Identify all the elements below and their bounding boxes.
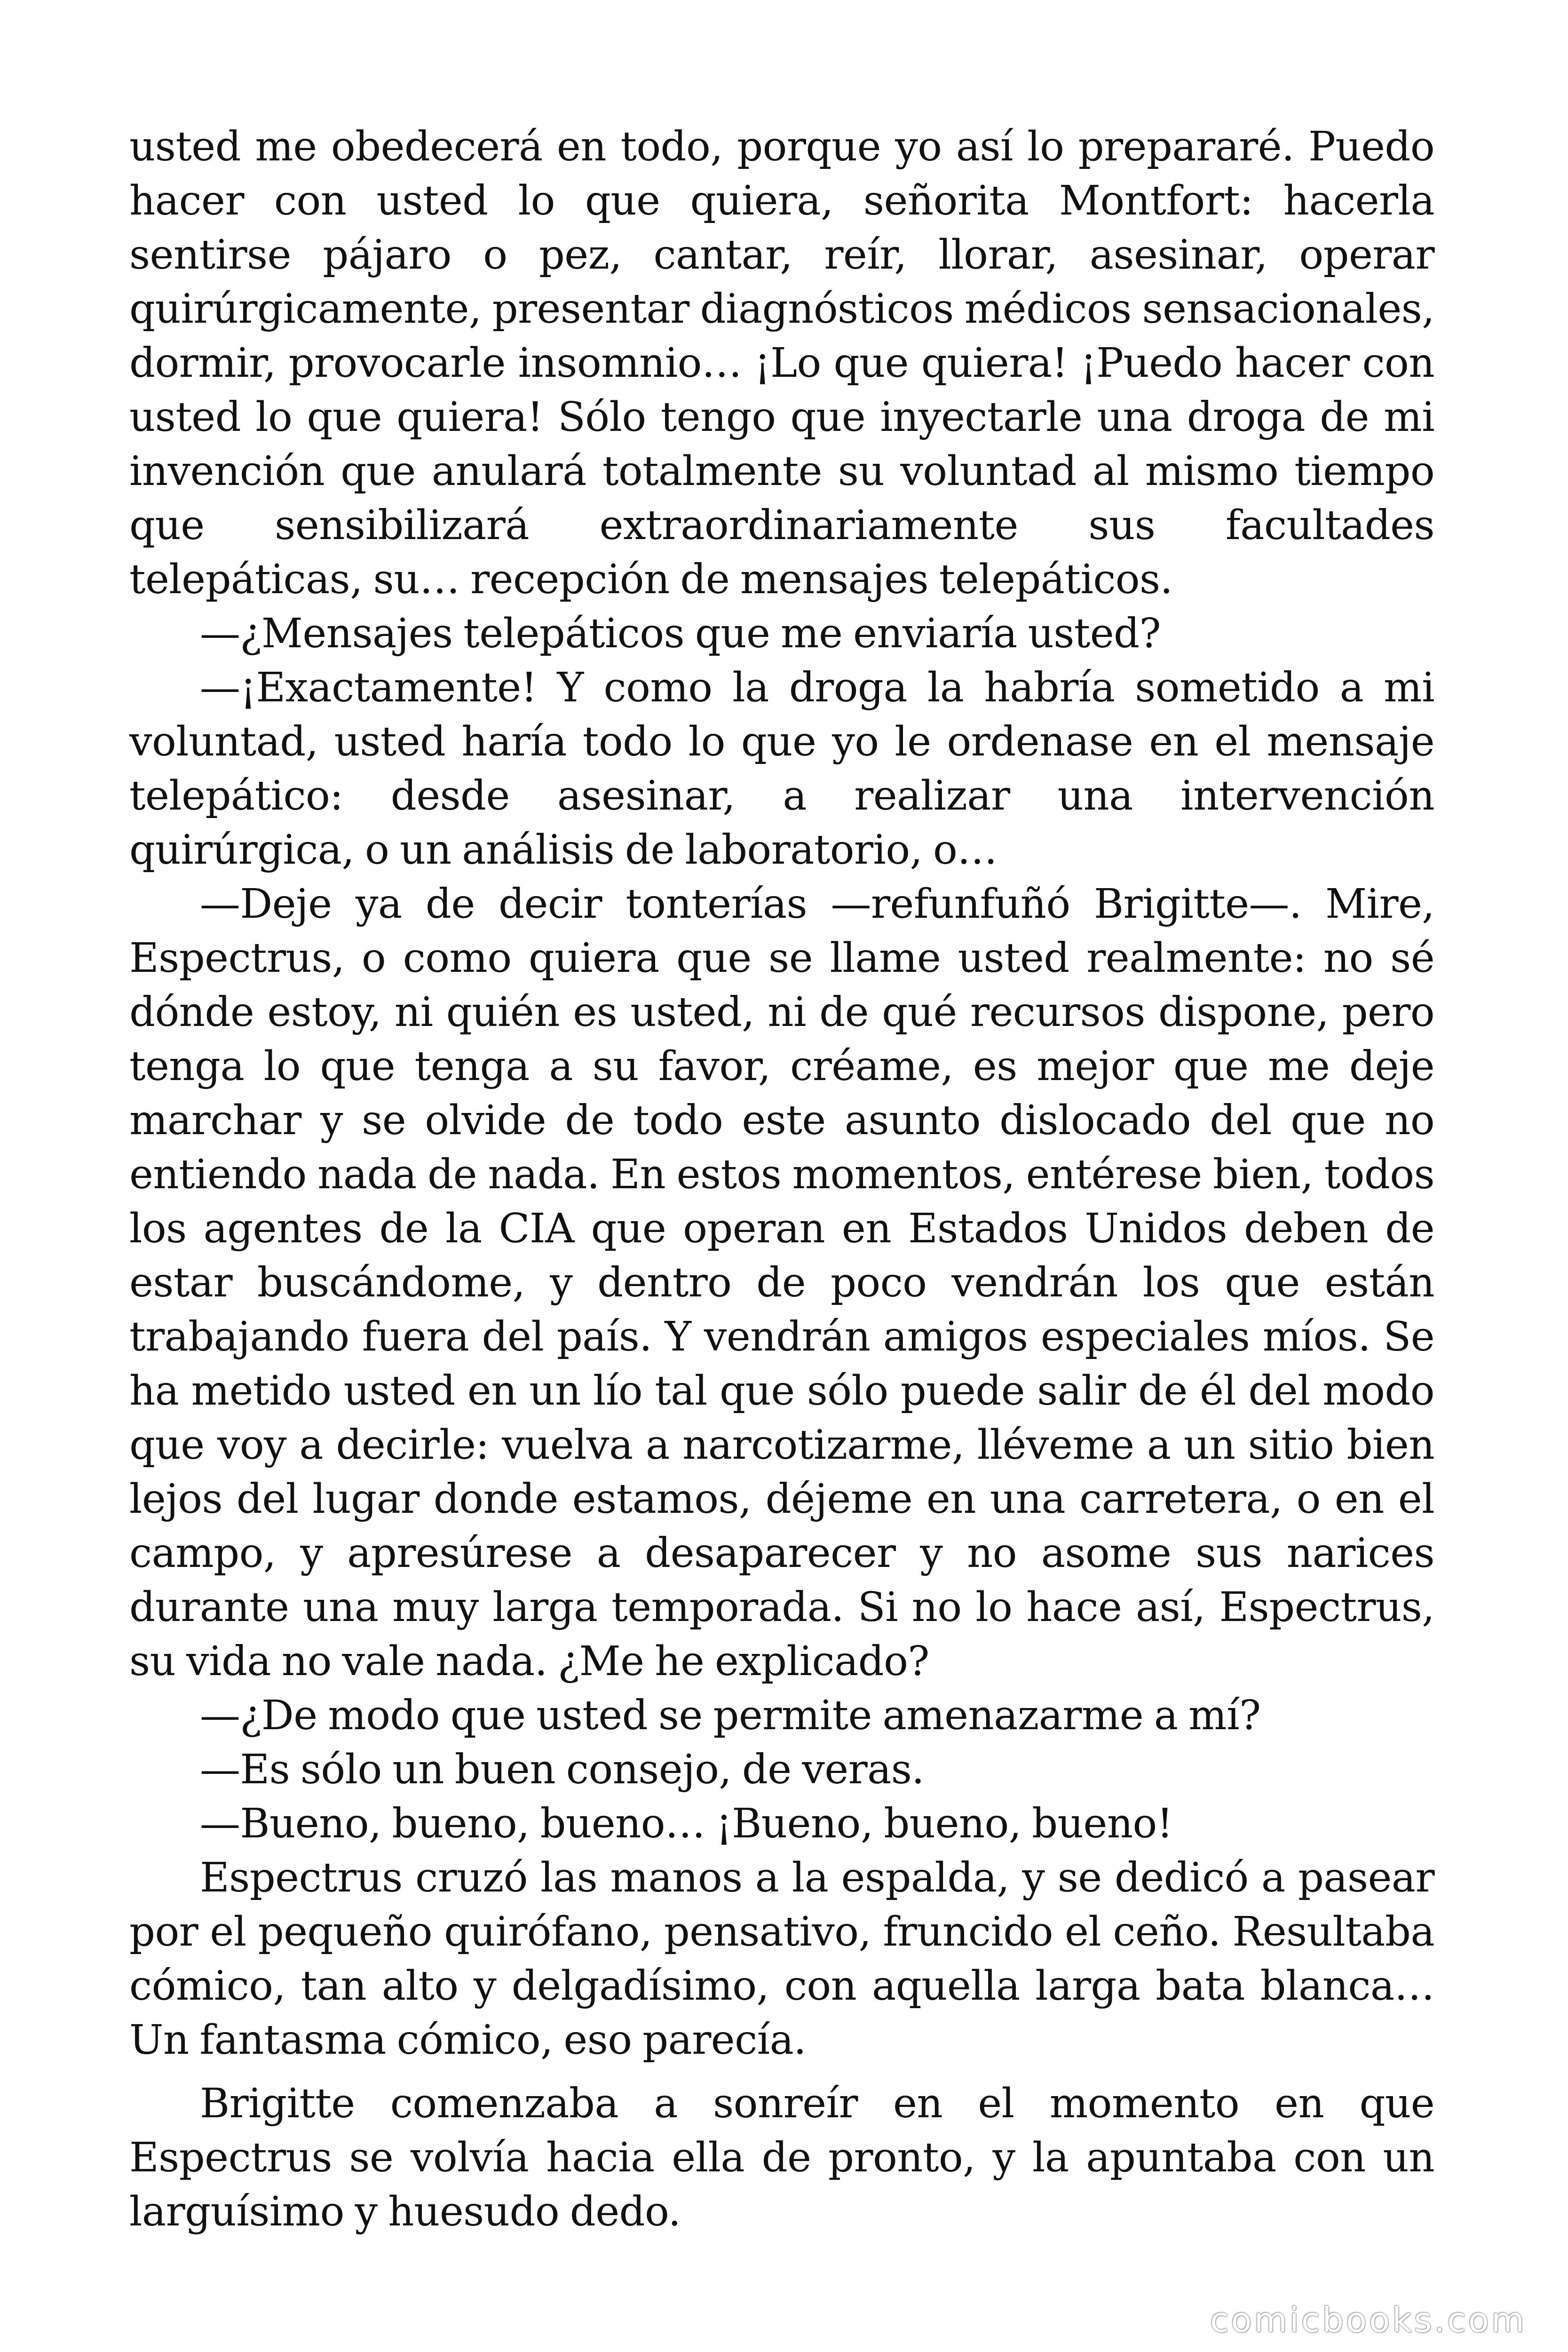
dialogue-line: —¡Exactamente! Y como la droga la habría sometido a mi voluntad, usted haría todo lo que yo le ordenase en el mensaje telepático: desde asesinar, a realizar una intervención quirúrgica, o un análisis de laboratorio, o… bbox=[129, 664, 1434, 874]
page-body-text bbox=[129, 120, 1434, 2239]
watermark: comicbooks.com bbox=[1210, 2300, 1527, 2340]
dialogue-line: —Deje ya de decir tonterías —refunfuñó Brigitte—. Mire, Espectrus, o como quiera que se llame usted realmente: no sé dónde estoy, ni quién es usted, ni de qué recursos dispone, pero tenga lo que tenga a su favor, créame, es mejor que me deje marchar y se olvide de todo este asunto dislocado del que no entiendo nada de nada. En estos momentos, entérese bien, todos los agentes de la CIA que operan en Estados Unidos deben de estar buscándome, y dentro de poco vendrán los que están trabajando fuera del país. Y vendrán amigos especiales míos. Se ha metido usted en un lío tal que sólo puede salir de él del modo que voy a decirle: vuelva a narcotizarme, lléveme a un sitio bien lejos del lugar donde estamos, déjeme en una carretera, o en el campo, y apresúrese a desaparecer y no asome sus narices durante una muy larga temporada. Si no lo hace así, Espectrus, su vida no vale nada. ¿Me he explicado? bbox=[129, 881, 1434, 1685]
dialogue-line: —¿Mensajes telepáticos que me enviaría usted? bbox=[200, 610, 1161, 657]
dialogue-line: —Bueno, bueno, bueno… ¡Bueno, bueno, bueno! bbox=[200, 1800, 1173, 1847]
narrative-paragraph: Espectrus cruzó las manos a la espalda, y se dedicó a pasear por el pequeño quirófano, pensativo, fruncido el ceño. Resultaba cómico, tan alto y delgadísimo, con aquella larga bata blanca… Un fantasma cómico, eso parecía. bbox=[129, 1854, 1434, 2064]
narrative-paragraph: Brigitte comenzaba a sonreír en el momento en que Espectrus se volvía hacia ella de pronto, y la apuntaba con un larguísimo y huesudo dedo. bbox=[129, 2080, 1434, 2235]
dialogue-line: —Es sólo un buen consejo, de veras. bbox=[200, 1746, 925, 1793]
paragraph-continuation: usted me obedecerá en todo, porque yo así lo prepararé. Puedo hacer con usted lo que quiera, señorita Montfort: hacerla sentirse pájaro o pez, cantar, reír, llorar, asesinar, operar quirúrgicamente, presentar diagnósticos médicos sensacionales, dormir, provocarle insomnio… ¡Lo que quiera! ¡Puedo hacer con usted lo que quiera! Sólo tengo que inyectarle una droga de mi invención que anulará totalmente su voluntad al mismo tiempo que sensibilizará extraordinariamente sus facultades telepáticas, su… recepción de mensajes telepáticos. bbox=[129, 123, 1434, 603]
dialogue-line: —¿De modo que usted se permite amenazarme a mí? bbox=[200, 1692, 1261, 1739]
